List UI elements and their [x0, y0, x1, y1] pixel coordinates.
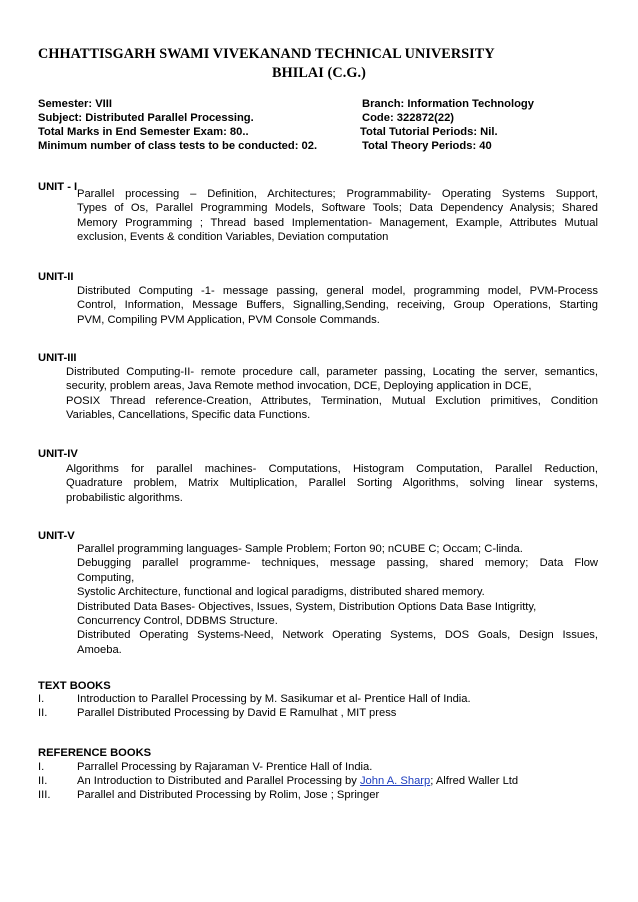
unit-2-heading: UNIT-II	[38, 271, 74, 283]
reference-books-heading: REFERENCE BOOKS	[38, 747, 152, 759]
unit-1-heading: UNIT - I	[38, 181, 78, 193]
text-books-heading: TEXT BOOKS	[38, 680, 111, 692]
item-number: I.	[38, 693, 45, 705]
university-title: CHHATTISGARH SWAMI VIVEKANAND TECHNICAL UNIVERSITY	[38, 46, 495, 62]
unit-1-line: Types of Os, Parallel Programming Models, Software Tools; Data Dependency Analysis; Shared	[77, 202, 598, 215]
unit-5-line: Distributed Operating Systems-Need, Network Operating Systems, DOS Goals, Design Issues,	[77, 629, 598, 642]
unit-5-line: Systolic Architecture, functional and logical paradigms, distributed shared memory.	[77, 586, 485, 599]
university-location: BHILAI (C.G.)	[272, 65, 366, 81]
theory-periods: Total Theory Periods: 40	[362, 140, 492, 152]
total-marks: Total Marks in End Semester Exam: 80..	[38, 126, 249, 138]
branch: Branch: Information Technology	[362, 98, 534, 110]
min-class-tests: Minimum number of class tests to be conducted: 02.	[38, 140, 318, 152]
item-text-after: ; Alfred Waller Ltd	[430, 775, 519, 787]
unit-5-content	[77, 542, 598, 657]
unit-4-line: probabilistic algorithms.	[66, 491, 183, 504]
unit-3-heading: UNIT-III	[38, 352, 77, 364]
item-number: II.	[38, 775, 48, 787]
item-text: Introduction to Parallel Processing by M. Sasikumar et al- Prentice Hall of India.	[77, 693, 471, 705]
unit-2-content	[77, 284, 598, 327]
item-number: II.	[38, 707, 48, 719]
tutorial-periods: Total Tutorial Periods: Nil.	[360, 126, 498, 138]
unit-2-line: Distributed Computing -1- message passing, general model, programming model, PVM-Process	[77, 285, 598, 297]
unit-3-line: Variables, Cancellations, Specific data Functions.	[66, 409, 311, 422]
unit-5-line: Debugging parallel programme- techniques, message passing, shared memory; Data Flow	[77, 557, 598, 570]
unit-1-content	[77, 187, 598, 245]
item-number: III.	[38, 789, 51, 801]
unit-2-line: Control, Information, Message Buffers, Signalling,Sending, receiving, Group Operations, Starting	[77, 299, 598, 312]
unit-1-line: Parallel processing – Definition, Architectures; Programmability- Operating Systems Support,	[77, 188, 598, 200]
unit-5-line: Parallel programming languages- Sample Problem; Forton 90; nCUBE C; Occam; C-linda.	[77, 543, 523, 555]
subject-code: Code: 322872(22)	[362, 112, 455, 124]
unit-5-line: Amoeba.	[77, 643, 122, 656]
unit-5-line: Distributed Data Bases- Objectives, Issues, System, Distribution Options Data Base Intigritty,	[77, 600, 537, 613]
unit-5-line: Computing,	[77, 571, 135, 584]
subject: Subject: Distributed Parallel Processing.	[38, 112, 254, 124]
semester: Semester: VIII	[38, 98, 112, 110]
item-number: I.	[38, 761, 45, 773]
item-text: Parallel and Distributed Processing by Rolim, Jose ; Springer	[77, 789, 380, 801]
unit-3-line: security, problem areas, Java Remote method invocation, DCE, Deploying application in DCE,	[66, 380, 532, 393]
item-text: Parallel Distributed Processing by David E Ramulhat , MIT press	[77, 707, 397, 719]
unit-4-line: Quadrature problem, Matrix Multiplication, Parallel Sorting Algorithms, solving linear systems,	[66, 477, 598, 490]
unit-3-line: Distributed Computing-II- remote procedure call, parameter passing, Locating the server, semantics,	[66, 366, 598, 378]
item-text-before: An Introduction to Distributed and Parallel Processing by	[77, 775, 360, 787]
unit-4-heading: UNIT-IV	[38, 448, 78, 460]
unit-4-line: Algorithms for parallel machines- Computations, Histogram Computation, Parallel Reduction,	[66, 463, 598, 475]
author-link[interactable]: John A. Sharp	[359, 775, 431, 787]
item-text: Parrallel Processing by Rajaraman V- Prentice Hall of India.	[77, 761, 373, 773]
item-text	[77, 774, 518, 788]
unit-1-line: Memory Programming ; Thread based Implementation- Management, Example, Attributes Mutual	[77, 216, 598, 229]
unit-3-content	[66, 365, 598, 423]
unit-5-heading: UNIT-V	[38, 530, 75, 542]
unit-2-line: PVM, Compiling PVM Application, PVM Console Commands.	[77, 313, 380, 326]
unit-5-line: Concurrency Control, DDBMS Structure.	[77, 615, 278, 628]
unit-4-content	[66, 462, 598, 505]
unit-1-line: exclusion, Events & condition Variables, Deviation computation	[77, 231, 389, 244]
unit-3-line: POSIX Thread reference-Creation, Attributes, Termination, Mutual Exclution primitives, Condition	[66, 394, 598, 407]
